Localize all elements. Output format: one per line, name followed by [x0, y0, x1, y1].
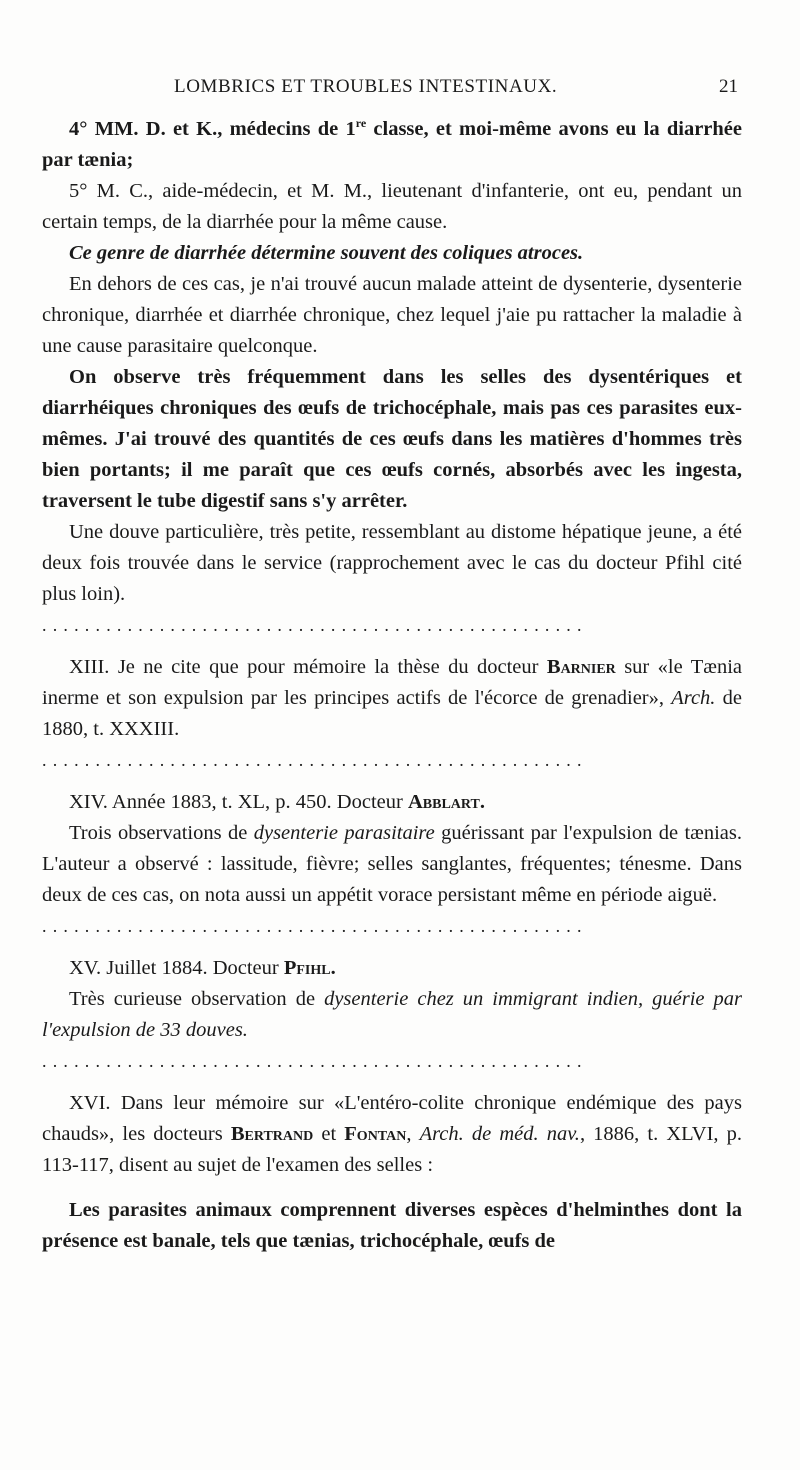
dotted-separator: ................................................... — [42, 751, 588, 769]
section-xv-text-a: Très curieuse observation de — [69, 988, 325, 1010]
author-fontan: Fontan — [344, 1123, 407, 1145]
item-4-text-b: classe, et moi-même avons eu la diarrhée par tænia; — [42, 118, 742, 171]
section-xv-heading — [42, 953, 742, 984]
paragraph-douve: Une douve particulière, très petite, ressemblant au distome hépatique jeune, a été deux fois trouvée dans le service (rapprochement avec le cas du docteur Pfihl cité plus loin). — [42, 521, 742, 605]
author-pfihl: Pfihl. — [283, 957, 336, 979]
paragraph-trichocephale: On observe très fréquemment dans les selles des dysentériques et diarrhéiques chroniques des œufs de trichocéphale, mais pas ces parasites eux-mêmes. J'ai trouvé des quantités de ces œufs dans les matières d'hommes très bien portants; il me paraît que ces œufs cornés, absorbés avec les ingesta, traversent le tube digestif sans s'y arrêter. — [42, 366, 742, 512]
paragraph-colic-note: Ce genre de diarrhée détermine souvent des coliques atroces. — [69, 242, 584, 264]
section-xiii-text-c: de 1880, t. XXXIII. — [42, 687, 742, 740]
section-xvi-arch: Arch. de méd. nav. — [419, 1123, 580, 1145]
dotted-separator: ................................................... — [42, 917, 588, 935]
section-xvi-text-b: , 1886, t. XLVI, p. 113-117, disent au sujet de l'examen des selles : — [42, 1123, 743, 1176]
section-xvi-comma: , — [406, 1123, 420, 1145]
section-xiii-text-a: XIII. Je ne cite que pour mémoire la thèse du docteur — [69, 656, 547, 678]
section-xiii-text-b: sur «le Tænia inerme et son expulsion par les principes actifs de l'écorce de grenadier», — [42, 656, 743, 709]
section-xvi — [42, 1088, 742, 1181]
section-xiii-arch: Arch. — [671, 687, 716, 709]
author-barnier: Barnier — [546, 656, 616, 678]
paragraph-item-5: 5° M. C., aide-médecin, et M. M., lieutenant d'infanterie, ont eu, pendant un certain temps, de la diarrhée pour la même cause. — [42, 180, 742, 233]
item-4-text-a: 4° MM. D. et K., médecins de 1 — [69, 118, 356, 140]
paragraph-item-4 — [42, 114, 742, 176]
body-text — [42, 114, 742, 1257]
section-xiv-head-text: XIV. Année 1883, t. XL, p. 450. Docteur — [69, 791, 408, 813]
section-xiv-text-b: guérissant par l'expulsion de tænias. L'auteur a observé : lassitude, fièvre; selles sanglantes, fréquentes; ténesme. Dans deux de ces cas, on nota aussi un appétit vorace persistant même en période aiguë. — [42, 822, 742, 906]
section-xv-emphasis: dysenterie chez un immigrant indien, guérie par l'expulsion de 33 douves. — [42, 988, 742, 1041]
author-abblart: Abblart. — [407, 791, 485, 813]
section-xiv-body — [42, 818, 742, 911]
section-xv-head-text: XV. Juillet 1884. Docteur — [69, 957, 284, 979]
dotted-separator: ................................................... — [42, 616, 588, 634]
section-xiv-heading — [42, 787, 742, 818]
quoted-paragraph: Les parasites animaux comprennent diverses espèces d'helminthes dont la présence est banale, tels que tænias, trichocéphale, œufs de — [42, 1199, 742, 1252]
page-header — [42, 76, 740, 102]
section-xvi-and: et — [313, 1123, 345, 1145]
page-number: 21 — [719, 76, 738, 97]
author-bertrand: Bertrand — [230, 1123, 314, 1145]
section-xiv-emphasis: dysenterie parasitaire — [253, 822, 435, 844]
section-xiii — [42, 652, 742, 745]
paragraph-outside-cases: En dehors de ces cas, je n'ai trouvé aucun malade atteint de dysenterie, dysenterie chronique, diarrhée et diarrhée chronique, chez lequel j'aie pu rattacher la maladie à une cause parasitaire quelconque. — [42, 273, 742, 357]
superscript-re: re — [355, 116, 367, 131]
section-xiv-text-a: Trois observations de — [69, 822, 254, 844]
section-xv-body — [42, 984, 742, 1046]
dotted-separator: ................................................... — [42, 1052, 588, 1070]
running-title: LOMBRICS ET TROUBLES INTESTINAUX. — [174, 76, 558, 97]
section-xvi-text-a: XVI. Dans leur mémoire sur «L'entéro-colite chronique endémique des pays chauds», les docteurs — [42, 1092, 742, 1145]
